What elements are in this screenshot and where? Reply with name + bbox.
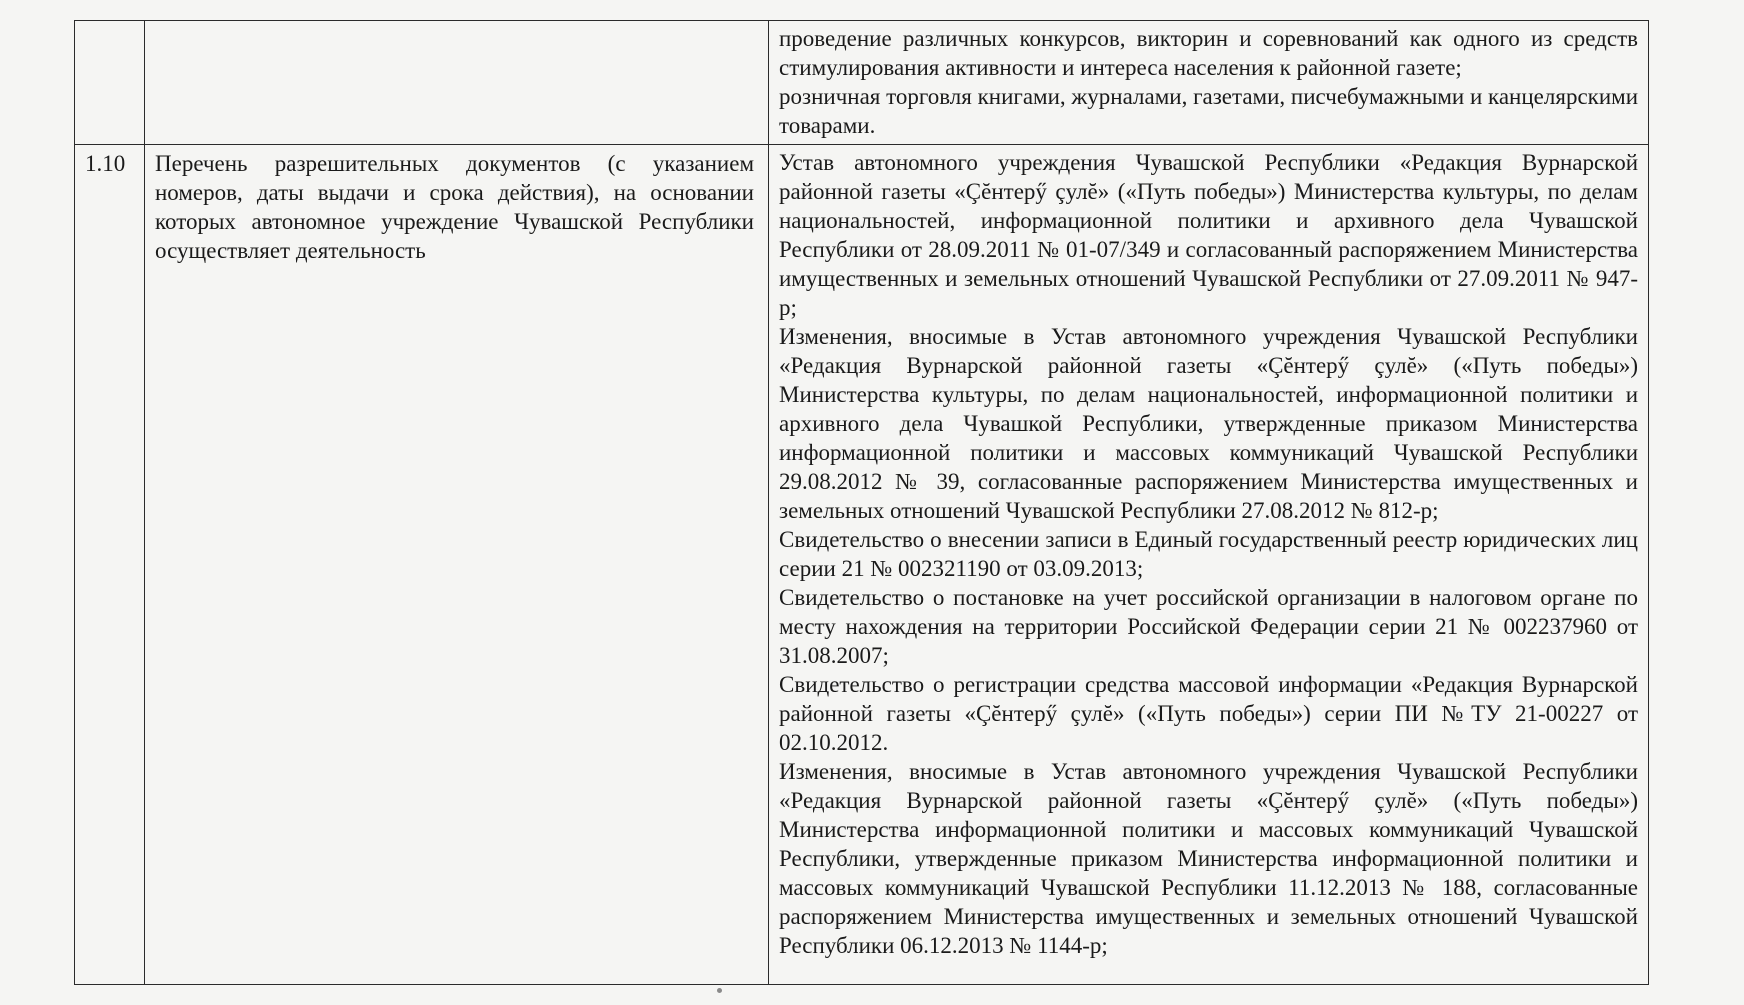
row-text-cell: [769, 145, 1649, 985]
row-label-cell: [145, 21, 769, 145]
row-number-cell: 1.10: [75, 145, 145, 985]
row-number-cell: [75, 21, 145, 145]
row-label-cell: Перечень разрешительных документов (с указанием номеров, даты выдачи и срока действия), на основании которых автономное учреждение Чувашской Республики осуществляет деятельность: [145, 145, 769, 985]
paragraph: розничная торговля книгами, журналами, газетами, писчебумажными и канцелярскими товарами.: [779, 84, 1638, 138]
row-text-cell: [769, 21, 1649, 145]
paragraph: Свидетельство о постановке на учет российской организации в налоговом органе по месту нахождения на территории Российской Федерации серии 21 № 002237960 от 31.08.2007;: [779, 585, 1638, 668]
paper-speck: [717, 988, 722, 993]
paragraph: Изменения, вносимые в Устав автономного учреждения Чувашской Республики «Редакция Вурнарской районной газеты «Çĕнтерӳ çулĕ» («Путь победы») Министерства информационной политики и массовых коммуникаций Чувашской Республики, утвержденные приказом Министерства информационной политики и массовых коммуникаций Чувашской Республики 11.12.2013 № 188, согласованные распоряжением Министерства имущественных и земельных отношений Чувашской Республики 06.12.2013 № 1144-р;: [779, 759, 1638, 958]
paragraph: Устав автономного учреждения Чувашской Республики «Редакция Вурнарской районной газеты «Çĕнтерӳ çулĕ» («Путь победы») Министерства культуры, по делам национальностей, информационной политики и архивного дела Чувашской Республики от 28.09.2011 № 01-07/349 и согласованный распоряжением Министерства имущественных и земельных отношений Чувашской Республики от 27.09.2011 № 947-р;: [779, 150, 1638, 320]
paragraph: Изменения, вносимые в Устав автономного учреждения Чувашской Республики «Редакция Вурнарской районной газеты «Çĕнтерӳ çулĕ» («Путь победы») Министерства культуры, по делам национальностей, информационной политики и архивного дела Чувашкой Республики, утвержденные приказом Министерства информационной политики и массовых коммуникаций Чувашской Республики 29.08.2012 № 39, согласованные распоряжением Министерства имущественных и земельных отношений Чувашской Республики 27.08.2012 № 812-р;: [779, 324, 1638, 523]
paragraph: Свидетельство о регистрации средства массовой информации «Редакция Вурнарской районной газеты «Çĕнтерӳ çулĕ» («Путь победы») серии ПИ №ТУ 21-00227 от 02.10.2012.: [779, 672, 1638, 755]
table-row: [75, 21, 1649, 145]
document-table: [74, 20, 1649, 985]
paragraph: проведение различных конкурсов, викторин и соревнований как одного из средств стимулирования активности и интереса населения к районной газете;: [779, 26, 1638, 80]
table-row: [75, 145, 1649, 985]
paragraph: Свидетельство о внесении записи в Единый государственный реестр юридических лиц серии 21 № 002321190 от 03.09.2013;: [779, 527, 1638, 581]
